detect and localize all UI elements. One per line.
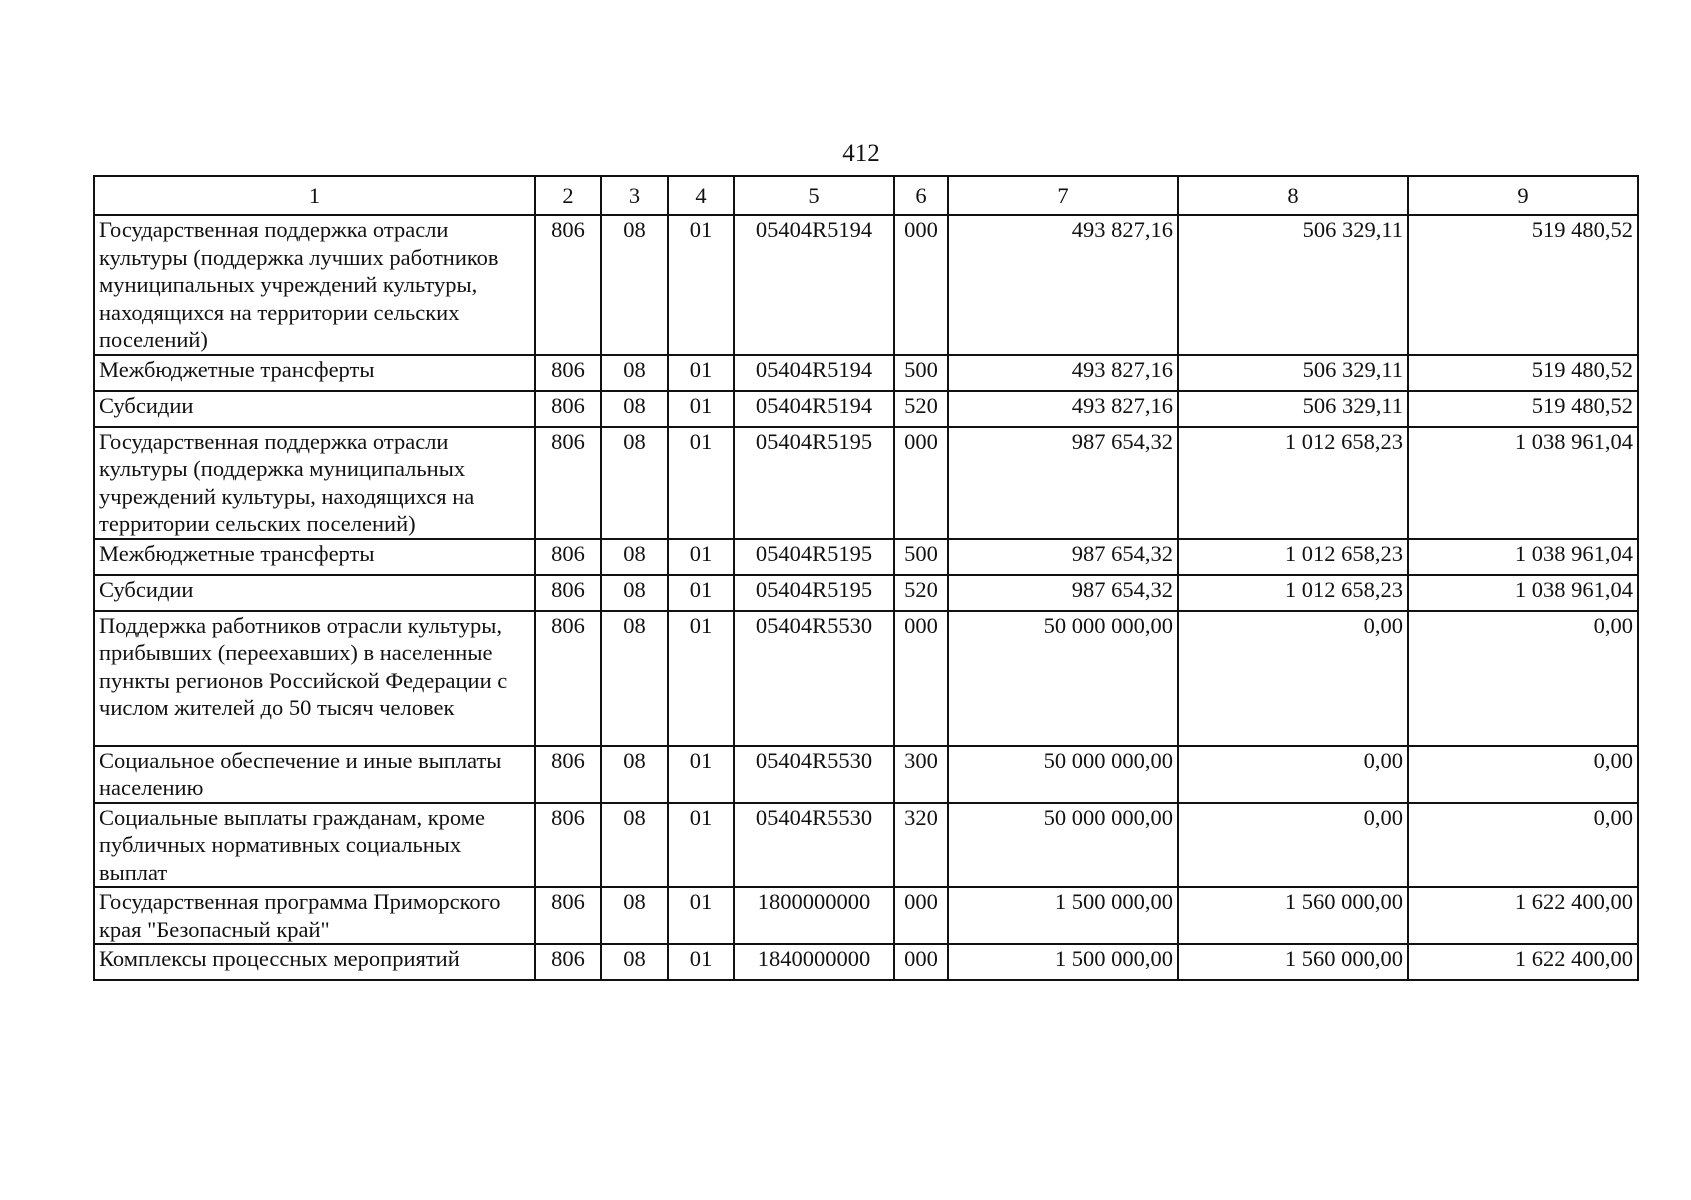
section-code: 08 bbox=[601, 944, 668, 980]
expense-type-code: 500 bbox=[894, 539, 948, 575]
grbs-code: 806 bbox=[535, 575, 601, 611]
amount-col9: 1 038 961,04 bbox=[1408, 427, 1638, 539]
column-header: 6 bbox=[894, 176, 948, 215]
amount-col7: 493 827,16 bbox=[948, 215, 1178, 355]
subsection-code: 01 bbox=[668, 746, 734, 803]
grbs-code: 806 bbox=[535, 611, 601, 746]
table-row bbox=[94, 611, 1638, 746]
amount-col9: 1 622 400,00 bbox=[1408, 887, 1638, 944]
table-row bbox=[94, 355, 1638, 391]
target-article-code: 05404R5530 bbox=[734, 746, 894, 803]
budget-table bbox=[93, 175, 1639, 981]
target-article-code: 1840000000 bbox=[734, 944, 894, 980]
subsection-code: 01 bbox=[668, 427, 734, 539]
expense-type-code: 320 bbox=[894, 803, 948, 888]
column-header: 4 bbox=[668, 176, 734, 215]
target-article-code: 05404R5530 bbox=[734, 803, 894, 888]
amount-col8: 0,00 bbox=[1178, 803, 1408, 888]
amount-col8: 506 329,11 bbox=[1178, 215, 1408, 355]
amount-col7: 50 000 000,00 bbox=[948, 746, 1178, 803]
target-article-code: 05404R5195 bbox=[734, 427, 894, 539]
section-code: 08 bbox=[601, 215, 668, 355]
amount-col9: 519 480,52 bbox=[1408, 355, 1638, 391]
table-row bbox=[94, 427, 1638, 539]
table-row bbox=[94, 887, 1638, 944]
target-article-code: 05404R5530 bbox=[734, 611, 894, 746]
grbs-code: 806 bbox=[535, 944, 601, 980]
row-name: Государственная поддержка отрасли культуры (поддержка лучших работников муниципальных учреждений культуры, находящихся на территории сельских поселений) bbox=[94, 215, 535, 355]
row-name: Социальное обеспечение и иные выплаты населению bbox=[94, 746, 535, 803]
amount-col7: 50 000 000,00 bbox=[948, 803, 1178, 888]
amount-col7: 987 654,32 bbox=[948, 539, 1178, 575]
subsection-code: 01 bbox=[668, 887, 734, 944]
expense-type-code: 000 bbox=[894, 215, 948, 355]
amount-col9: 1 038 961,04 bbox=[1408, 539, 1638, 575]
section-code: 08 bbox=[601, 575, 668, 611]
row-name: Государственная программа Приморского края "Безопасный край" bbox=[94, 887, 535, 944]
amount-col8: 1 560 000,00 bbox=[1178, 944, 1408, 980]
grbs-code: 806 bbox=[535, 427, 601, 539]
amount-col8: 0,00 bbox=[1178, 746, 1408, 803]
amount-col7: 493 827,16 bbox=[948, 391, 1178, 427]
expense-type-code: 520 bbox=[894, 391, 948, 427]
amount-col9: 0,00 bbox=[1408, 611, 1638, 746]
amount-col8: 1 560 000,00 bbox=[1178, 887, 1408, 944]
target-article-code: 05404R5194 bbox=[734, 355, 894, 391]
amount-col9: 1 622 400,00 bbox=[1408, 944, 1638, 980]
grbs-code: 806 bbox=[535, 887, 601, 944]
subsection-code: 01 bbox=[668, 944, 734, 980]
table-row bbox=[94, 746, 1638, 803]
row-name: Межбюджетные трансферты bbox=[94, 355, 535, 391]
table-row bbox=[94, 944, 1638, 980]
amount-col8: 0,00 bbox=[1178, 611, 1408, 746]
row-name: Государственная поддержка отрасли культуры (поддержка муниципальных учреждений культуры, находящихся на территории сельских поселений) bbox=[94, 427, 535, 539]
grbs-code: 806 bbox=[535, 746, 601, 803]
column-header: 5 bbox=[734, 176, 894, 215]
amount-col7: 1 500 000,00 bbox=[948, 887, 1178, 944]
amount-col7: 987 654,32 bbox=[948, 427, 1178, 539]
table-row bbox=[94, 539, 1638, 575]
amount-col8: 506 329,11 bbox=[1178, 355, 1408, 391]
target-article-code: 05404R5194 bbox=[734, 215, 894, 355]
subsection-code: 01 bbox=[668, 575, 734, 611]
table-row bbox=[94, 391, 1638, 427]
column-header: 1 bbox=[94, 176, 535, 215]
amount-col8: 506 329,11 bbox=[1178, 391, 1408, 427]
grbs-code: 806 bbox=[535, 355, 601, 391]
grbs-code: 806 bbox=[535, 215, 601, 355]
subsection-code: 01 bbox=[668, 539, 734, 575]
amount-col8: 1 012 658,23 bbox=[1178, 575, 1408, 611]
table-row bbox=[94, 215, 1638, 355]
expense-type-code: 520 bbox=[894, 575, 948, 611]
amount-col7: 493 827,16 bbox=[948, 355, 1178, 391]
grbs-code: 806 bbox=[535, 391, 601, 427]
section-code: 08 bbox=[601, 746, 668, 803]
expense-type-code: 300 bbox=[894, 746, 948, 803]
section-code: 08 bbox=[601, 391, 668, 427]
target-article-code: 05404R5194 bbox=[734, 391, 894, 427]
amount-col9: 1 038 961,04 bbox=[1408, 575, 1638, 611]
page-number: 412 bbox=[842, 140, 880, 167]
row-name: Комплексы процессных мероприятий bbox=[94, 944, 535, 980]
amount-col8: 1 012 658,23 bbox=[1178, 539, 1408, 575]
column-header: 2 bbox=[535, 176, 601, 215]
section-code: 08 bbox=[601, 887, 668, 944]
expense-type-code: 000 bbox=[894, 887, 948, 944]
target-article-code: 05404R5195 bbox=[734, 575, 894, 611]
amount-col9: 0,00 bbox=[1408, 746, 1638, 803]
target-article-code: 05404R5195 bbox=[734, 539, 894, 575]
row-name: Межбюджетные трансферты bbox=[94, 539, 535, 575]
amount-col7: 50 000 000,00 bbox=[948, 611, 1178, 746]
amount-col8: 1 012 658,23 bbox=[1178, 427, 1408, 539]
amount-col9: 519 480,52 bbox=[1408, 215, 1638, 355]
amount-col7: 987 654,32 bbox=[948, 575, 1178, 611]
section-code: 08 bbox=[601, 427, 668, 539]
expense-type-code: 500 bbox=[894, 355, 948, 391]
grbs-code: 806 bbox=[535, 539, 601, 575]
header-row bbox=[94, 176, 1638, 215]
amount-col9: 0,00 bbox=[1408, 803, 1638, 888]
expense-type-code: 000 bbox=[894, 944, 948, 980]
section-code: 08 bbox=[601, 355, 668, 391]
row-name: Субсидии bbox=[94, 575, 535, 611]
subsection-code: 01 bbox=[668, 215, 734, 355]
column-header: 9 bbox=[1408, 176, 1638, 215]
expense-type-code: 000 bbox=[894, 427, 948, 539]
subsection-code: 01 bbox=[668, 391, 734, 427]
section-code: 08 bbox=[601, 539, 668, 575]
grbs-code: 806 bbox=[535, 803, 601, 888]
target-article-code: 1800000000 bbox=[734, 887, 894, 944]
table-row bbox=[94, 575, 1638, 611]
section-code: 08 bbox=[601, 611, 668, 746]
column-header: 8 bbox=[1178, 176, 1408, 215]
row-name: Поддержка работников отрасли культуры, прибывших (переехавших) в населенные пункты регионов Российской Федерации с числом жителей до 50 тысяч человек bbox=[94, 611, 535, 746]
subsection-code: 01 bbox=[668, 803, 734, 888]
amount-col9: 519 480,52 bbox=[1408, 391, 1638, 427]
amount-col7: 1 500 000,00 bbox=[948, 944, 1178, 980]
subsection-code: 01 bbox=[668, 611, 734, 746]
expense-type-code: 000 bbox=[894, 611, 948, 746]
row-name: Субсидии bbox=[94, 391, 535, 427]
row-name: Социальные выплаты гражданам, кроме публичных нормативных социальных выплат bbox=[94, 803, 535, 888]
column-header: 3 bbox=[601, 176, 668, 215]
table-row bbox=[94, 803, 1638, 888]
section-code: 08 bbox=[601, 803, 668, 888]
subsection-code: 01 bbox=[668, 355, 734, 391]
column-header: 7 bbox=[948, 176, 1178, 215]
